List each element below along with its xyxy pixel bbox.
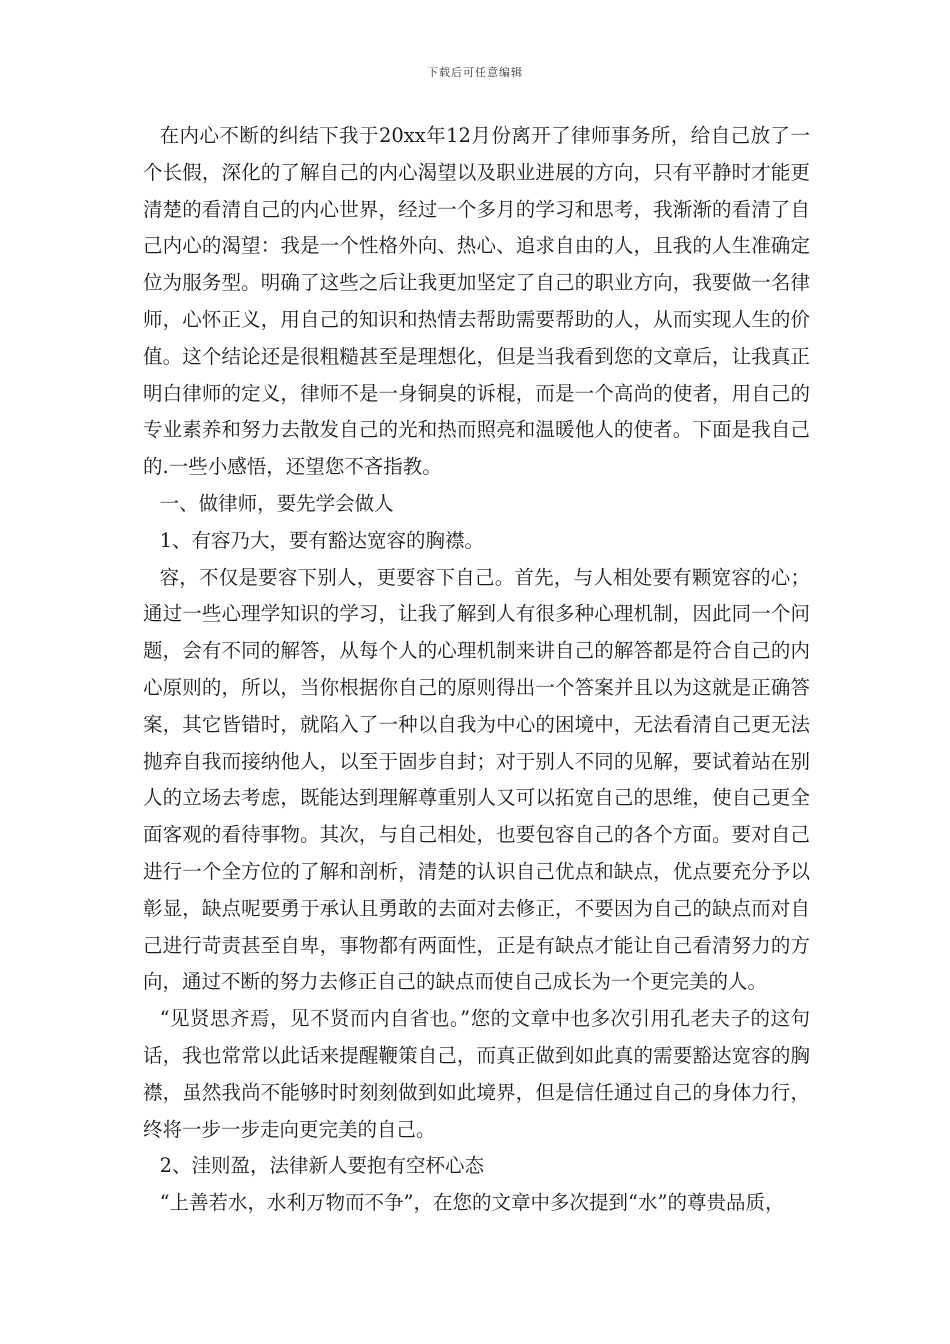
paragraph-quote-confucius: “见贤思齐焉，见不贤而内自省也。”您的文章中也多次引用孔老夫子的这句话，我也常常以此话来提醒鞭策自己，而真正做到如此真的需要豁达宽容的胸襟，虽然我尚不能够时时刻刻做到如此境界，但是信任通过自己的身体力行，终将一步一步走向更完美的自己。	[143, 1007, 810, 1141]
paragraph-water: “上善若水，水利万物而不争”，在您的文章中多次提到“水”的尊贵品质，	[159, 1191, 785, 1215]
paragraph-tolerance: 容，不仅是要容下别人，更要容下自己。首先，与人相处要有颗宽容的心；通过一些心理学知识的学习，让我了解到人有很多种心理机制，因此同一个问题，会有不同的解答，从每个人的心理机制来讲自己的解答都是符合自己的内心原则的，所以，当你根据你自己的原则得出一个答案并且以为这就是正确答案，其它皆错时，就陷入了一种以自我为中心的困境中，无法看清自己更无法抛弃自我而接纳他人，以至于固步自封；对于别人不同的见解，要试着站在别人的立场去考虑，既能达到理解尊重别人又可以拓宽自己的思维，使自己更全面客观的看待事物。其次，与自己相处，也要包容自己的各个方面。要对自己进行一个全方位的了解和剖析，清楚的认识自己优点和缺点，优点要充分予以彰显，缺点呢要勇于承认且勇敢的去面对去修正，不要因为自己的缺点而对自己进行苛责甚至自卑，事物都有两面性，正是有缺点才能让自己看清努力的方向，通过不断的努力去修正自己的缺点而使自己成长为一个更完美的人。	[143, 565, 810, 994]
page-header: 下载后可任意编辑	[427, 66, 523, 79]
subsection-heading-1: 1、有容乃大，要有豁达宽容的胸襟。	[159, 528, 484, 552]
section-heading-1: 一、做律师，要先学会做人	[159, 491, 394, 515]
subsection-heading-2: 2、洼则盈，法律新人要抱有空杯心态	[159, 1154, 484, 1178]
paragraph-intro: 在内心不断的纠结下我于20xx年12月份离开了律师事务所，给自己放了一个长假，深化的了解自己的内心渴望以及职业进展的方向，只有平静时才能更清楚的看清自己的内心世界，经过一个多月的学习和思考，我渐渐的看清了自己内心的渴望：我是一个性格外向、热心、追求自由的人，且我的人生准确定位为服务型。明确了这些之后让我更加坚定了自己的职业方向，我要做一名律师，心怀正义，用自己的知识和热情去帮助需要帮助的人，从而实现人生的价值。这个结论还是很粗糙甚至是理想化，但是当我看到您的文章后，让我真正明白律师的定义，律师不是一身铜臭的诉棍，而是一个高尚的使者，用自己的专业素养和努力去散发自己的光和热而照亮和温暖他人的使者。下面是我自己的.一些小感悟，还望您不吝指教。	[143, 124, 810, 479]
document-body	[143, 118, 810, 1222]
